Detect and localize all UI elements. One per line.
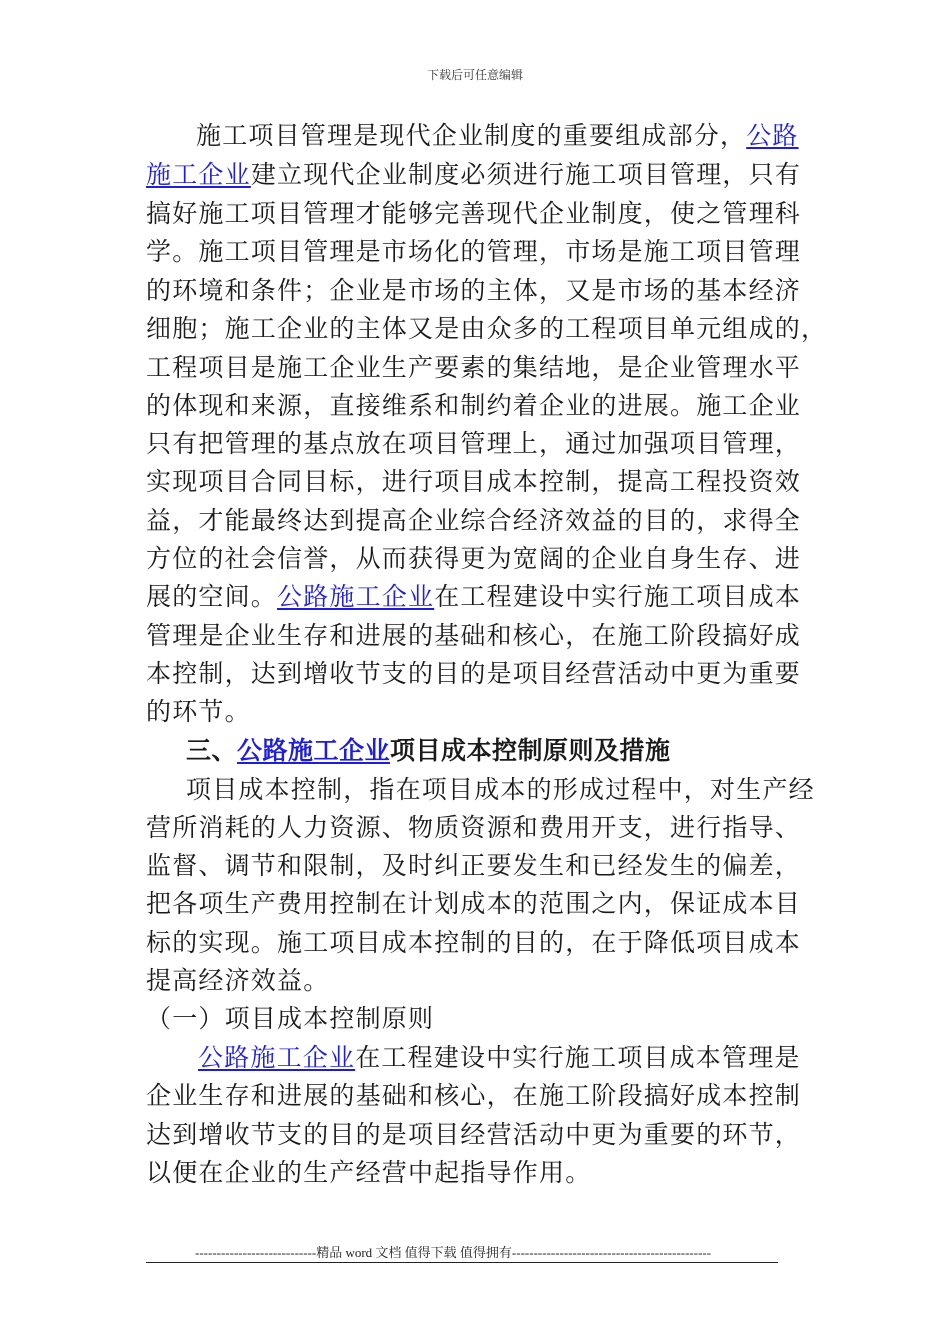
- highway-enterprise-link[interactable]: 公路施工企业: [237, 736, 391, 765]
- highway-enterprise-link[interactable]: 公路施工企业: [277, 582, 435, 611]
- page-header: 下载后可任意编辑: [426, 68, 523, 82]
- paragraph-line: [146, 157, 801, 193]
- paragraph-line: 以便在企业的生产经营中起指导作用。: [146, 1158, 592, 1187]
- paragraph-line: 监督、调节和限制，及时纠正要发生和已经发生的偏差，: [146, 851, 802, 880]
- text-run: 展的空间。: [146, 582, 278, 611]
- paragraph-line: 学。施工项目管理是市场化的管理，市场是施工项目管理: [146, 237, 802, 266]
- paragraph-line: 的体现和来源，直接维系和制约着企业的进展。施工企业: [146, 391, 802, 420]
- paragraph-line: 的环境和条件；企业是市场的主体，又是市场的基本经济: [146, 276, 802, 305]
- paragraph-line: 益，才能最终达到提高企业综合经济效益的目的，求得全: [146, 506, 802, 535]
- paragraph-line: 的环节。: [146, 697, 251, 726]
- paragraph-line: 细胞；施工企业的主体又是由众多的工程项目单元组成的，: [146, 314, 828, 343]
- paragraph-line: [198, 1040, 801, 1076]
- heading-prefix: 三、: [186, 736, 238, 765]
- paragraph-line: 企业生存和进展的基础和核心，在施工阶段搞好成本控制: [146, 1081, 802, 1110]
- paragraph-line: 达到增收节支的目的是项目经营活动中更为重要的环节，: [146, 1120, 802, 1149]
- text-run: 建立现代企业制度必须进行施工项目管理，只有: [250, 160, 802, 189]
- paragraph-line: 管理是企业生存和进展的基础和核心，在施工阶段搞好成: [146, 621, 802, 650]
- paragraph-line: 营所消耗的人力资源、物质资源和费用开支，进行指导、: [146, 813, 802, 842]
- highway-enterprise-link[interactable]: 公路施工企业: [198, 1043, 356, 1072]
- text-run: 施工项目管理是现代企业制度的重要组成部分，: [196, 121, 747, 150]
- paragraph-line: 本控制，达到增收节支的目的是项目经营活动中更为重要: [146, 659, 802, 688]
- highway-enterprise-link[interactable]: 施工企业: [146, 160, 251, 189]
- highway-enterprise-link[interactable]: 公路: [746, 121, 799, 150]
- paragraph-line: 搞好施工项目管理才能够完善现代企业制度，使之管理科: [146, 199, 802, 228]
- page-footer: ----------------------------精品 word 文档 值得下载 值得拥有----------------------------------------------: [195, 1245, 712, 1260]
- paragraph-line: 实现项目合同目标，进行项目成本控制，提高工程投资效: [146, 467, 802, 496]
- paragraph-line: 把各项生产费用控制在计划成本的范围之内，保证成本目: [146, 889, 802, 918]
- section-heading: [186, 733, 671, 769]
- paragraph-line: 项目成本控制，指在项目成本的形成过程中，对生产经: [186, 775, 815, 804]
- paragraph-line: [146, 579, 801, 615]
- footer-divider: [146, 1262, 778, 1263]
- subheading: （一）项目成本控制原则: [146, 1004, 435, 1033]
- paragraph-line: 只有把管理的基点放在项目管理上，通过加强项目管理，: [146, 429, 802, 458]
- text-run: 在工程建设中实行施工项目成本管理是: [355, 1043, 801, 1072]
- paragraph-line: 方位的社会信誉，从而获得更为宽阔的企业自身生存、进: [146, 544, 802, 573]
- heading-text: 项目成本控制原则及措施: [390, 736, 671, 765]
- paragraph-line: 工程项目是施工企业生产要素的集结地，是企业管理水平: [146, 353, 802, 382]
- paragraph-line: 提高经济效益。: [146, 966, 330, 995]
- paragraph-line: 标的实现。施工项目成本控制的目的，在于降低项目成本: [146, 928, 802, 957]
- text-run: 在工程建设中实行施工项目成本: [434, 582, 802, 611]
- paragraph-line: [196, 118, 799, 154]
